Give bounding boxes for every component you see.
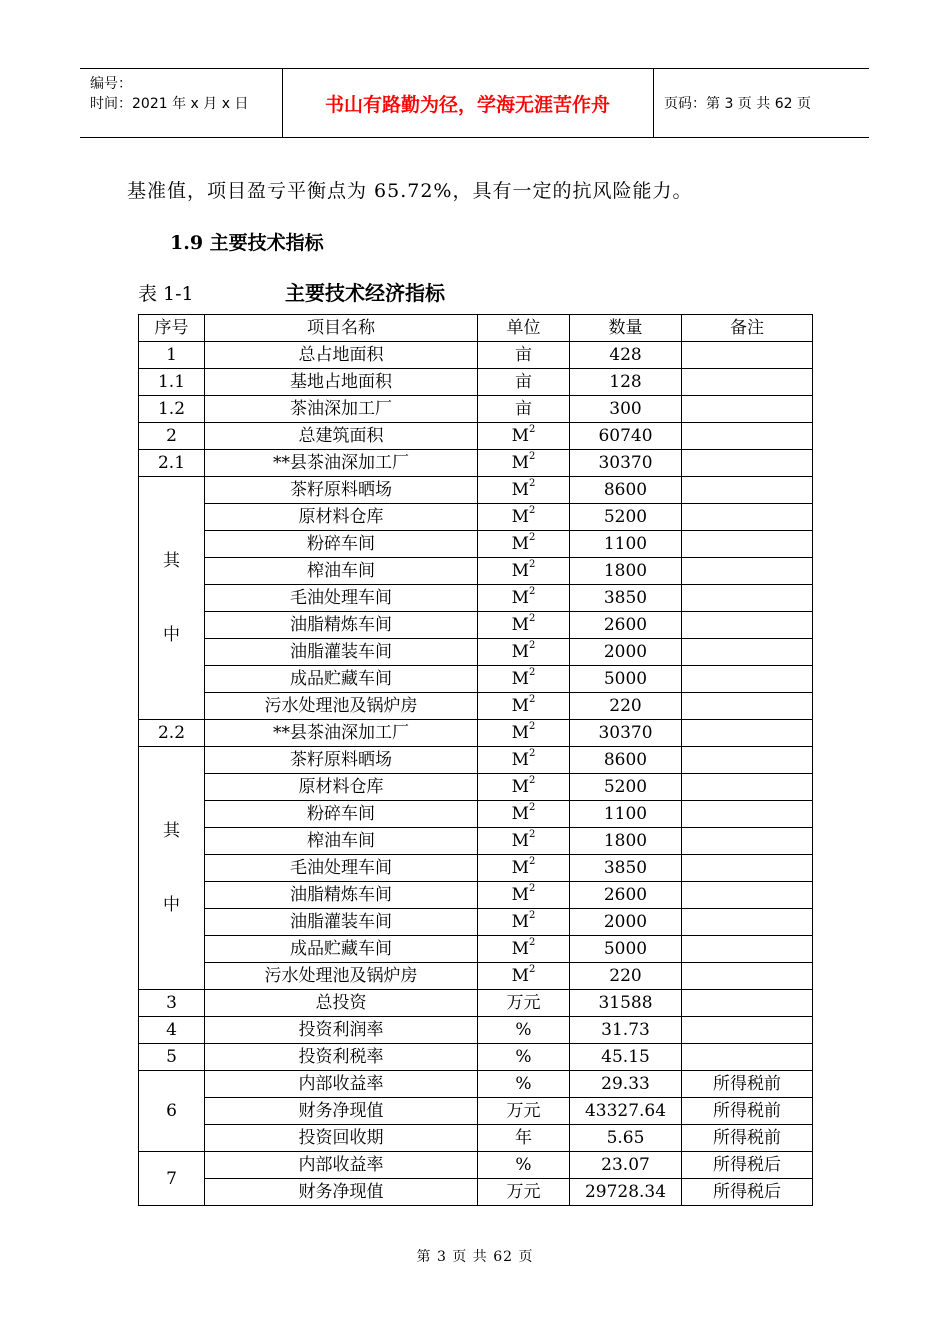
table-row xyxy=(139,531,813,558)
unit-text: M xyxy=(511,615,530,635)
cell-qty: 45.15 xyxy=(570,1044,682,1071)
unit-text: M xyxy=(511,723,530,743)
unit-sup: 2 xyxy=(529,829,536,840)
table-row xyxy=(139,423,813,450)
cell-qty: 5200 xyxy=(570,504,682,531)
unit-sup: 2 xyxy=(529,937,536,948)
table-row xyxy=(139,1044,813,1071)
header-cell: 备注 xyxy=(682,315,813,342)
cell-name: 成品贮藏车间 xyxy=(205,936,478,963)
cell-note xyxy=(682,477,813,504)
table-row xyxy=(139,1179,813,1206)
table-row xyxy=(139,450,813,477)
cell-no: 2.2 xyxy=(139,720,205,747)
cell-qty: 29728.34 xyxy=(570,1179,682,1206)
cell-unit xyxy=(478,423,570,450)
cell-name: 毛油处理车间 xyxy=(205,855,478,882)
body-paragraph: 基准值，项目盈亏平衡点为 65.72%，具有一定的抗风险能力。 xyxy=(127,180,693,202)
cell-qty: 31588 xyxy=(570,990,682,1017)
table-row xyxy=(139,828,813,855)
header-motto: 书山有路勤为径，学海无涯苦作舟 xyxy=(282,69,654,137)
cell-qty: 5000 xyxy=(570,936,682,963)
cell-vertical-label xyxy=(139,747,205,990)
table-row xyxy=(139,1098,813,1125)
cell-note xyxy=(682,450,813,477)
unit-sup: 2 xyxy=(529,883,536,894)
unit-sup: 2 xyxy=(529,910,536,921)
unit-sup: 2 xyxy=(529,478,536,489)
cell-note: 所得税后 xyxy=(682,1179,813,1206)
cell-qty: 2000 xyxy=(570,909,682,936)
unit-sup: 2 xyxy=(529,559,536,570)
table-row xyxy=(139,585,813,612)
table-row xyxy=(139,369,813,396)
cell-name: 总占地面积 xyxy=(205,342,478,369)
cell-name: 投资利润率 xyxy=(205,1017,478,1044)
cell-no: 3 xyxy=(139,990,205,1017)
unit-sup: 2 xyxy=(529,586,536,597)
cell-name: **县茶油深加工厂 xyxy=(205,720,478,747)
cell-note xyxy=(682,720,813,747)
cell-note xyxy=(682,396,813,423)
unit-text: M xyxy=(511,480,530,500)
cell-name: 茶油深加工厂 xyxy=(205,396,478,423)
cell-name: 粉碎车间 xyxy=(205,531,478,558)
cell-no: 1.2 xyxy=(139,396,205,423)
unit-text: M xyxy=(511,885,530,905)
cell-note xyxy=(682,558,813,585)
cell-unit xyxy=(478,666,570,693)
cell-unit xyxy=(478,828,570,855)
unit-text: M xyxy=(511,669,530,689)
cell-name: 基地占地面积 xyxy=(205,369,478,396)
cell-unit: % xyxy=(478,1017,570,1044)
header-cell: 序号 xyxy=(139,315,205,342)
table-row xyxy=(139,477,813,504)
cell-name: 内部收益率 xyxy=(205,1152,478,1179)
cell-note xyxy=(682,585,813,612)
cell-unit xyxy=(478,477,570,504)
cell-name: 茶籽原料晒场 xyxy=(205,477,478,504)
cell-unit xyxy=(478,504,570,531)
unit-sup: 2 xyxy=(529,640,536,651)
cell-qty: 8600 xyxy=(570,747,682,774)
cell-name: 财务净现值 xyxy=(205,1098,478,1125)
unit-sup: 2 xyxy=(529,802,536,813)
cell-unit xyxy=(478,693,570,720)
table-row xyxy=(139,342,813,369)
cell-name: 油脂灌装车间 xyxy=(205,909,478,936)
cell-name: 油脂精炼车间 xyxy=(205,882,478,909)
cell-qty: 220 xyxy=(570,963,682,990)
cell-note xyxy=(682,909,813,936)
cell-no: 4 xyxy=(139,1017,205,1044)
cell-qty: 3850 xyxy=(570,855,682,882)
cell-qty: 5.65 xyxy=(570,1125,682,1152)
cell-unit xyxy=(478,963,570,990)
unit-text: M xyxy=(511,912,530,932)
table-row xyxy=(139,774,813,801)
cell-unit xyxy=(478,882,570,909)
unit-text: M xyxy=(511,831,530,851)
cell-no: 2 xyxy=(139,423,205,450)
cell-name: 毛油处理车间 xyxy=(205,585,478,612)
header-number: 编号： xyxy=(90,76,132,92)
cell-name: 榨油车间 xyxy=(205,828,478,855)
table-row xyxy=(139,504,813,531)
cell-unit: % xyxy=(478,1044,570,1071)
table-row xyxy=(139,963,813,990)
unit-text: M xyxy=(511,804,530,824)
unit-sup: 2 xyxy=(529,667,536,678)
table-row xyxy=(139,990,813,1017)
cell-note xyxy=(682,801,813,828)
unit-text: M xyxy=(511,777,530,797)
cell-qty: 428 xyxy=(570,342,682,369)
cell-name: 油脂精炼车间 xyxy=(205,612,478,639)
table-caption-title: 主要技术经济指标 xyxy=(285,281,445,305)
table-caption-number: 表 1-1 xyxy=(138,283,194,305)
cell-qty: 2600 xyxy=(570,882,682,909)
unit-text: M xyxy=(511,642,530,662)
table-row xyxy=(139,612,813,639)
header-cell: 数量 xyxy=(570,315,682,342)
cell-qty: 8600 xyxy=(570,477,682,504)
cell-name: 污水处理池及锅炉房 xyxy=(205,693,478,720)
cell-qty: 30370 xyxy=(570,450,682,477)
cell-unit: % xyxy=(478,1152,570,1179)
cell-note: 所得税前 xyxy=(682,1125,813,1152)
cell-unit: 万元 xyxy=(478,990,570,1017)
cell-no: 1 xyxy=(139,342,205,369)
cell-qty: 3850 xyxy=(570,585,682,612)
cell-qty: 29.33 xyxy=(570,1071,682,1098)
unit-sup: 2 xyxy=(529,748,536,759)
cell-note xyxy=(682,990,813,1017)
cell-note xyxy=(682,423,813,450)
cell-unit xyxy=(478,936,570,963)
cell-note xyxy=(682,612,813,639)
table-row xyxy=(139,720,813,747)
unit-text: M xyxy=(511,534,530,554)
cell-unit xyxy=(478,639,570,666)
unit-sup: 2 xyxy=(529,613,536,624)
cell-qty: 128 xyxy=(570,369,682,396)
table-row xyxy=(139,1152,813,1179)
cell-note: 所得税后 xyxy=(682,1152,813,1179)
cell-note xyxy=(682,936,813,963)
cell-note xyxy=(682,666,813,693)
cell-unit: 年 xyxy=(478,1125,570,1152)
cell-name: 粉碎车间 xyxy=(205,801,478,828)
cell-name: 成品贮藏车间 xyxy=(205,666,478,693)
cell-name: 污水处理池及锅炉房 xyxy=(205,963,478,990)
cell-unit: 万元 xyxy=(478,1098,570,1125)
cell-name: 投资回收期 xyxy=(205,1125,478,1152)
cell-name: 原材料仓库 xyxy=(205,774,478,801)
unit-sup: 2 xyxy=(529,424,536,435)
table-row xyxy=(139,1125,813,1152)
unit-text: M xyxy=(511,588,530,608)
unit-sup: 2 xyxy=(529,964,536,975)
cell-qty: 60740 xyxy=(570,423,682,450)
table-header-row xyxy=(139,315,813,342)
unit-sup: 2 xyxy=(529,694,536,705)
vertical-label-char: 其 xyxy=(163,551,180,571)
cell-qty: 1800 xyxy=(570,558,682,585)
cell-unit xyxy=(478,909,570,936)
table-row xyxy=(139,855,813,882)
cell-no: 1.1 xyxy=(139,369,205,396)
cell-unit xyxy=(478,801,570,828)
cell-note xyxy=(682,1017,813,1044)
cell-unit xyxy=(478,531,570,558)
table-row xyxy=(139,909,813,936)
cell-unit xyxy=(478,612,570,639)
table-row xyxy=(139,693,813,720)
table-row xyxy=(139,639,813,666)
table-row xyxy=(139,1017,813,1044)
cell-qty: 220 xyxy=(570,693,682,720)
cell-unit xyxy=(478,855,570,882)
table-row xyxy=(139,396,813,423)
cell-no: 6 xyxy=(139,1071,205,1152)
cell-note xyxy=(682,639,813,666)
header-cell: 单位 xyxy=(478,315,570,342)
cell-note xyxy=(682,828,813,855)
cell-note xyxy=(682,747,813,774)
cell-qty: 31.73 xyxy=(570,1017,682,1044)
vertical-label-char: 其 xyxy=(163,821,180,841)
vertical-label-char: 中 xyxy=(163,895,180,915)
indicators-table xyxy=(138,314,813,1206)
cell-vertical-label xyxy=(139,477,205,720)
unit-text: M xyxy=(511,696,530,716)
header-time: 时间：2021 年 x 月 x 日 xyxy=(90,96,249,112)
cell-note: 所得税前 xyxy=(682,1071,813,1098)
cell-unit xyxy=(478,558,570,585)
cell-unit: 亩 xyxy=(478,342,570,369)
cell-qty: 23.07 xyxy=(570,1152,682,1179)
page-header xyxy=(80,68,869,138)
cell-note xyxy=(682,855,813,882)
cell-note: 所得税前 xyxy=(682,1098,813,1125)
cell-note xyxy=(682,504,813,531)
table-row xyxy=(139,666,813,693)
unit-sup: 2 xyxy=(529,775,536,786)
unit-text: M xyxy=(511,858,530,878)
cell-note xyxy=(682,531,813,558)
unit-text: M xyxy=(511,453,530,473)
cell-qty: 1800 xyxy=(570,828,682,855)
cell-note xyxy=(682,963,813,990)
cell-unit xyxy=(478,774,570,801)
cell-unit: % xyxy=(478,1071,570,1098)
cell-qty: 5000 xyxy=(570,666,682,693)
cell-name: **县茶油深加工厂 xyxy=(205,450,478,477)
cell-unit: 亩 xyxy=(478,396,570,423)
cell-name: 总投资 xyxy=(205,990,478,1017)
table-row xyxy=(139,1071,813,1098)
unit-sup: 2 xyxy=(529,505,536,516)
section-heading: 1.9 主要技术指标 xyxy=(170,232,324,254)
unit-text: M xyxy=(511,426,530,446)
cell-note xyxy=(682,693,813,720)
cell-name: 油脂灌装车间 xyxy=(205,639,478,666)
unit-text: M xyxy=(511,561,530,581)
cell-unit: 亩 xyxy=(478,369,570,396)
cell-qty: 300 xyxy=(570,396,682,423)
cell-name: 茶籽原料晒场 xyxy=(205,747,478,774)
cell-no: 7 xyxy=(139,1152,205,1206)
cell-no: 5 xyxy=(139,1044,205,1071)
table-row xyxy=(139,801,813,828)
page-footer: 第 3 页 共 62 页 xyxy=(416,1249,534,1265)
cell-name: 原材料仓库 xyxy=(205,504,478,531)
cell-name: 内部收益率 xyxy=(205,1071,478,1098)
cell-qty: 1100 xyxy=(570,801,682,828)
table-row xyxy=(139,936,813,963)
cell-unit xyxy=(478,585,570,612)
cell-note xyxy=(682,369,813,396)
unit-sup: 2 xyxy=(529,451,536,462)
unit-sup: 2 xyxy=(529,532,536,543)
unit-text: M xyxy=(511,966,530,986)
header-cell: 项目名称 xyxy=(205,315,478,342)
cell-qty: 2000 xyxy=(570,639,682,666)
cell-unit xyxy=(478,450,570,477)
cell-no: 2.1 xyxy=(139,450,205,477)
cell-note xyxy=(682,882,813,909)
table-row xyxy=(139,747,813,774)
unit-sup: 2 xyxy=(529,856,536,867)
table-row xyxy=(139,882,813,909)
header-page-info: 页码：第 3 页 共 62 页 xyxy=(664,96,811,112)
cell-unit xyxy=(478,720,570,747)
unit-text: M xyxy=(511,750,530,770)
header-meta xyxy=(80,69,283,137)
unit-text: M xyxy=(511,507,530,527)
vertical-label-char: 中 xyxy=(163,625,180,645)
cell-name: 财务净现值 xyxy=(205,1179,478,1206)
cell-qty: 2600 xyxy=(570,612,682,639)
cell-qty: 1100 xyxy=(570,531,682,558)
cell-qty: 5200 xyxy=(570,774,682,801)
cell-unit xyxy=(478,747,570,774)
cell-name: 榨油车间 xyxy=(205,558,478,585)
cell-note xyxy=(682,342,813,369)
table-row xyxy=(139,558,813,585)
cell-note xyxy=(682,1044,813,1071)
cell-name: 投资利税率 xyxy=(205,1044,478,1071)
cell-qty: 43327.64 xyxy=(570,1098,682,1125)
unit-text: M xyxy=(511,939,530,959)
unit-sup: 2 xyxy=(529,721,536,732)
cell-note xyxy=(682,774,813,801)
cell-qty: 30370 xyxy=(570,720,682,747)
indicators-table-body xyxy=(139,315,813,1206)
cell-unit: 万元 xyxy=(478,1179,570,1206)
cell-name: 总建筑面积 xyxy=(205,423,478,450)
